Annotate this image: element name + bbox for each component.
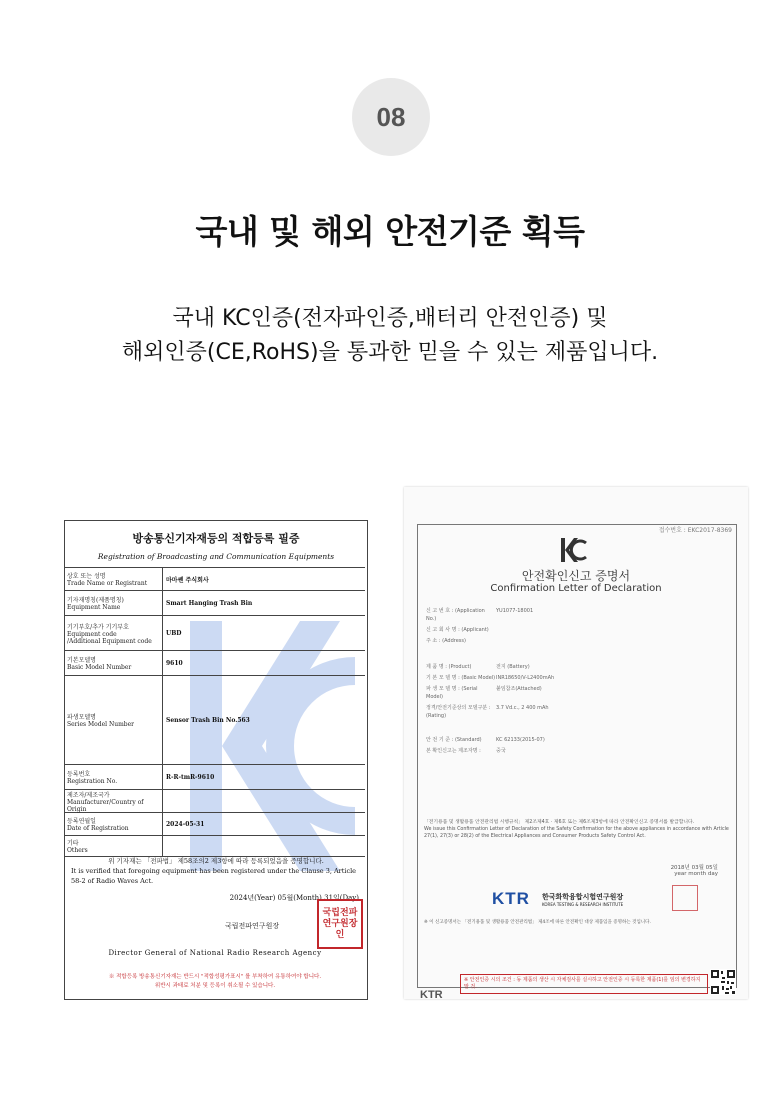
cert1-director: Director General of National Radio Research Agency: [108, 949, 322, 957]
field-value: 중국: [496, 748, 506, 754]
field-value: [496, 637, 726, 645]
row-label-en: Registration No.: [67, 778, 118, 785]
cert1-title: 방송통신기자재등의 적합등록 필증: [132, 532, 300, 545]
cert2-subtitle: Confirmation Letter of Declaration: [490, 583, 662, 594]
field-row: [426, 663, 726, 671]
table-row: [65, 836, 365, 857]
cert2-body-ko: 「전기용품 및 생활용품 안전관리법 시행규칙」 제2조제4호 · 제6호 또는 제6조제3항에 따라 안전확인신고 증명서를 발급합니다.: [424, 820, 695, 825]
row-value: 마마쎈 주식회사: [166, 576, 209, 584]
row-value: Smart Hanging Trash Bin: [166, 599, 253, 607]
table-row: [65, 790, 365, 813]
field-key: 기 본 모 델 명 : (Basic Model): [426, 675, 496, 681]
field-key: 파 생 모 델 명 : (Serial Model): [426, 686, 478, 700]
cert2-fields: [426, 607, 726, 758]
table-row: [65, 616, 365, 651]
ktr-logo: KTR: [492, 889, 530, 908]
row-label-en: Equipment Name: [67, 604, 121, 611]
field-value: 전지 (Battery): [496, 664, 530, 670]
field-key: 본 확인신고는 제조자명 :: [426, 748, 481, 754]
step-badge: 08: [352, 78, 430, 156]
cert1-subtitle: Registration of Broadcasting and Communication Equipments: [97, 552, 335, 561]
qr-code-icon: [710, 969, 736, 995]
field-row: [426, 747, 726, 755]
table-row: [65, 651, 365, 676]
row-value: Sensor Trash Bin No.563: [166, 716, 250, 724]
field-row: [426, 704, 726, 720]
table-row: [65, 765, 365, 790]
ktr-institute-name: [542, 892, 623, 907]
field-key: 안 전 기 준 : (Standard): [426, 737, 482, 743]
kc-registration-certificate: [64, 520, 368, 1000]
row-label-ko: 제조자/제조국가: [67, 791, 110, 799]
cert2-body: [424, 819, 730, 840]
description-line-1: 국내 KC인증(전자파인증,배터리 안전인증) 및: [172, 306, 608, 331]
cert1-statement: [71, 856, 361, 886]
row-label-en2: /Additional Equipment code: [67, 637, 152, 645]
cert2-date-ko: 2018년 03월 05일: [670, 865, 718, 871]
official-seal-icon: [672, 885, 698, 911]
row-label-ko: 파생모델명: [67, 714, 96, 721]
cert1-statement-en: It is verified that foregoing equipment has been registered under the Clause 3, Article 58-2 of Radio Waves Act.: [71, 867, 357, 885]
field-value: [496, 626, 726, 634]
table-row: [65, 568, 365, 591]
field-value: YU1077-18001: [496, 608, 534, 614]
table-row: [65, 676, 365, 765]
field-row: [426, 607, 726, 623]
field-key: 주 소 : (Address): [426, 638, 466, 644]
field-key: 신 고 회 사 명 : (Applicant): [426, 627, 489, 633]
field-value: 붙임참조(Attached): [496, 686, 542, 692]
row-value: 2024-05-31: [166, 820, 205, 828]
cert2-number: 접수번호 : EKC2017-8369: [658, 527, 732, 534]
field-row: [426, 626, 726, 634]
description-line-2: 해외인증(CE,RoHS)을 통과한 믿을 수 있는 제품입니다.: [121, 340, 659, 365]
safety-confirmation-certificate: [404, 487, 748, 999]
row-label-ko: 기기부호/추가 기기부호: [67, 623, 129, 631]
row-label-ko: 기타: [67, 840, 79, 847]
row-label-en: Date of Registration: [67, 825, 129, 832]
cert2-date-en: year month day: [674, 871, 718, 877]
row-value: [163, 790, 365, 812]
cert1-statement-ko: 위 기자재는 「전파법」 제58조의2 제3항에 따라 등록되었음을 증명합니다.: [108, 857, 324, 865]
row-label-ko: 등록연월일: [67, 818, 96, 825]
cert1-agency: 국립전파연구원장: [225, 922, 280, 930]
cert1-warning: [65, 973, 365, 991]
field-value: 3.7 Vd.c., 2 400 mAh: [496, 705, 549, 711]
cert2-notes: ※ 이 신고증명서는 「전기용품 및 생활용품 안전관리법」 제4조에 따른 안전확인 대상 제품임을 증명하는 것입니다.: [424, 920, 651, 925]
row-label-en: Basic Model Number: [67, 664, 132, 671]
field-value: KC 62133(2015-07): [496, 737, 545, 743]
row-value: UBD: [166, 629, 182, 637]
row-value: R-R-tmR-9610: [166, 773, 215, 781]
row-label-ko: 상호 또는 성명: [67, 573, 106, 580]
official-seal-icon: 국립전파연구원장인: [317, 899, 363, 949]
table-row: [65, 813, 365, 836]
field-key: 신 고 번 호 : (Application No.): [426, 608, 485, 622]
row-label-en: Equipment code: [67, 630, 117, 638]
row-label-en: Manufacturer/Country of Origin: [67, 798, 144, 813]
field-key: 정격/안전기준상의 모델구분 : (Rating): [426, 705, 491, 719]
row-label-ko: 등록번호: [67, 771, 91, 778]
cert1-warning-line2: 위반시 과태료 처분 및 등록이 취소될 수 있습니다.: [154, 983, 276, 989]
ktr-footer-logo: KTR: [420, 989, 443, 999]
row-value: 9610: [166, 659, 183, 667]
field-row: [426, 637, 726, 645]
row-label-en: Others: [67, 847, 88, 854]
row-label-ko: 기본모델명: [67, 657, 96, 664]
ktr-name-ko: 한국화학융합시험연구원장: [542, 893, 624, 901]
cert1-date: 2024년(Year) 05월(Month) 31일(Day): [229, 894, 359, 902]
row-label-ko: 기자재명칭(제품명칭): [67, 597, 124, 604]
field-key: 제 품 명 : (Product): [426, 664, 472, 670]
cert1-warning-line1: ※ 적합등록 방송통신기자재는 반드시 "적합성평가표시" 를 부착하여 유통하여야 합니다.: [108, 974, 322, 980]
kc-logo-icon: [558, 535, 588, 565]
table-row: [65, 591, 365, 616]
cert2-condition-box: ※ 안전인증 시의 조건 : 동 제품의 생산 시 자체검사를 실시하고 안전인증 시 등록한 제품(1)를 임의 변경하지 말 것.: [460, 974, 708, 994]
row-label-en: Series Model Number: [67, 721, 135, 728]
ktr-name-en: KOREA TESTING & RESEARCH INSTITUTE: [542, 902, 624, 907]
field-row: [426, 736, 726, 744]
cert1-table: [65, 567, 365, 857]
row-value: [163, 836, 365, 856]
field-value: INR18650/V-L2400mAh: [496, 675, 555, 681]
cert2-body-en: We issue this Confirmation Letter of Declaration of the Safety Confirmation for the above appliances in accordance with Article 27(1), 27(3) or 28(2) of the Electrical Appliances and Consumer Products Safety Control Act.: [424, 827, 729, 839]
section-title: 국내 및 해외 안전기준 획득: [195, 212, 585, 251]
section-description: [0, 302, 780, 370]
field-row: [426, 674, 726, 682]
cert2-title: 안전확인신고 증명서: [521, 569, 631, 583]
row-label-en: Trade Name or Registrant: [67, 580, 148, 587]
cert2-date: [671, 863, 718, 877]
field-row: [426, 685, 726, 701]
